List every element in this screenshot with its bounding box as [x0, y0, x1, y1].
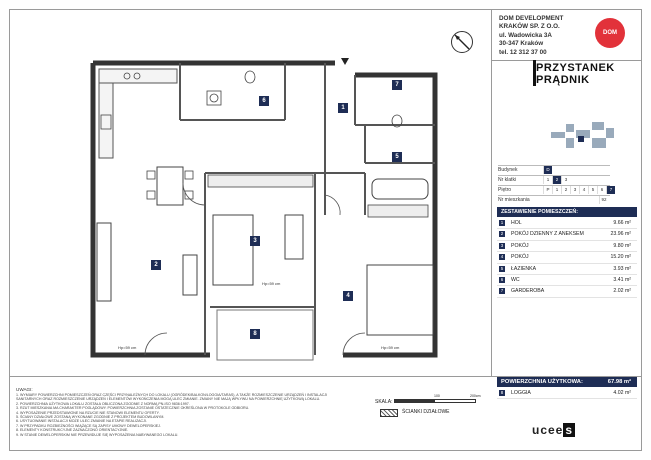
notes-title: UWAGI: — [16, 387, 33, 392]
height-label: Hp=59 cm — [118, 345, 137, 350]
dom-logo: DOM — [595, 18, 625, 48]
floor-label: Piętro — [498, 187, 512, 193]
developer-city: 30-347 Kraków — [499, 40, 544, 48]
loggia-name: LOGGIA — [511, 390, 531, 396]
rooms-header: ZESTAWIENIE POMIESZCZEŃ: — [497, 207, 637, 217]
apartment-label: Nr mieszkania — [498, 197, 530, 203]
info-row-staircase — [498, 175, 610, 185]
list-item: 7 GARDEROBA 2.02 m² — [497, 286, 637, 297]
walls-legend-label: ŚCIANKI DZIAŁOWE — [402, 409, 450, 415]
room-label: 3 — [250, 236, 260, 246]
staircase-label: Nr klatki — [498, 177, 517, 183]
developer-phone: tel. 12 312 37 00 — [499, 48, 547, 56]
project-name-line1: PRZYSTANEK — [536, 62, 615, 74]
floor-cell: P — [543, 186, 552, 194]
floor-cell: 3 — [570, 186, 579, 194]
apartment-info-table — [498, 165, 613, 205]
project-name-line2: PRĄDNIK — [536, 74, 590, 86]
list-item: 3 POKÓJ 9.80 m² — [497, 241, 637, 252]
scale-tick: 200cm — [470, 394, 481, 398]
project-logo-mark — [533, 60, 546, 86]
room-label: 1 — [338, 103, 348, 113]
staircase-cell: 2 — [552, 176, 561, 184]
entrance-arrow-icon — [341, 58, 349, 66]
list-item: 5 ŁAZIENKA 3.93 m² — [497, 264, 637, 275]
building-cell: D — [543, 166, 552, 174]
loggia-area: 4.02 m² — [613, 390, 631, 396]
room-label: 6 — [259, 96, 269, 106]
room-label: 4 — [343, 291, 353, 301]
loggia-row — [497, 388, 637, 399]
apartment-cell: 92 — [599, 196, 608, 204]
building-minimap — [546, 118, 634, 158]
floor-cell: 4 — [579, 186, 588, 194]
total-area — [497, 377, 637, 387]
developer-company: KRAKÓW SP. Z O.O. — [499, 23, 560, 31]
scale-label: SKALA: — [375, 399, 393, 405]
developer-info — [499, 15, 563, 57]
floor-cell: 7 — [606, 186, 615, 194]
list-item: 2 POKÓJ DZIENNY Z ANEKSEM 23.96 m² — [497, 229, 637, 240]
building-label: Budynek — [498, 167, 518, 173]
total-area-value: 67.98 m² — [607, 379, 631, 385]
ucees-logo: ucee s — [532, 423, 574, 437]
rooms-list — [497, 218, 637, 298]
floor-cell: 1 — [552, 186, 561, 194]
compass-icon — [451, 31, 473, 53]
loggia-num: 8 — [500, 390, 504, 395]
total-area-label: POWIERZCHNIA UŻYTKOWA: — [501, 379, 583, 385]
walls-legend-swatch — [380, 409, 398, 417]
info-row-building — [498, 165, 610, 175]
list-item: 4 POKÓJ 15.20 m² — [497, 252, 637, 263]
developer-name: DOM DEVELOPMENT — [499, 15, 564, 22]
project-logo — [536, 62, 615, 86]
floor-cell: 6 — [597, 186, 606, 194]
floor-cell: 5 — [588, 186, 597, 194]
height-label: Hp=59 cm — [262, 281, 281, 286]
staircase-cell: 1 — [543, 176, 552, 184]
scale-bar — [394, 399, 476, 403]
scale-tick: 100 — [434, 394, 440, 398]
list-item: 1 HOL 9.66 m² — [497, 218, 637, 229]
divider — [491, 9, 492, 376]
divider — [491, 60, 642, 61]
info-row-apartment — [498, 195, 610, 205]
room-label: 7 — [392, 80, 402, 90]
info-row-floor — [498, 185, 613, 195]
list-item: 6 WC 3.41 m² — [497, 275, 637, 286]
floor-cell: 2 — [561, 186, 570, 194]
height-label: Hp=59 cm — [381, 345, 400, 350]
staircase-cell: 3 — [561, 176, 570, 184]
notes-text: 1. WYMIARY POWIERZCHNI POMIESZCZEŃ ORAZ CZĘŚCI PRZYNALEŻNYCH DO LOKALU (OGRÓDEK/BALKON/LOGGIA/TARAS), A TAKŻE ROZMIESZCZENIE URZĄDZEŃ I INSTALACJI SANITARNYCH ORAZ ROZMIESZCZENIE URZĄDZEŃ I ELEMENTÓW WYKOŃCZENIA MOGĄ ULEC ZMIANIE. ZMIANY NIE MAJĄ WPŁYWU NA POWIERZCHNIĘ UŻYTKOWĄ LOKALU. 2. POWIERZCHNIA UŻYTKOWA LOKALU ZOSTAŁA OBLICZONA ZGODNIE Z NORMĄ PN-ISO 9836:1997. 3. RZUT MIESZKANIA MA CHARAKTER POGLĄDOWY. POWIERZCHNIA ZOSTANIE OSTATECZNIE OKREŚLONA W PROTOKOLE ODBIORU. 4. WYPOSAŻENIE PRZEDSTAWIONE NA RZUCIE NIE STANOWI ELEMENTU OFERTY. 5. ŚCIANY DZIAŁOWE ZOSTANĄ WYKONANE ZGODNIE Z PROJEKTEM BUDOWLANYM. 6. USYTUOWANIE INSTALACJI MOŻE ULEC ZMIANIE NA ETAPIE REALIZACJI. 7. W PRZYPADKU ROZBIEŻNOŚCI WIĄŻĄCE SĄ ZAPISY UMOWY DEWELOPERSKIEJ. 8. ELEMENTY KONSTRUKCYJNE ZAZNACZONO ORIENTACYJNIE. 9. W STANIE DEWELOPERSKIM NIE PRZEWIDUJE SIĘ WYPOSAŻENIA NABYWANEGO LOKALU. — [16, 393, 328, 437]
room-label: 5 — [392, 152, 402, 162]
room-label: 2 — [151, 260, 161, 270]
developer-street: ul. Wadowicka 3A — [499, 31, 552, 39]
room-label: 8 — [250, 329, 260, 339]
